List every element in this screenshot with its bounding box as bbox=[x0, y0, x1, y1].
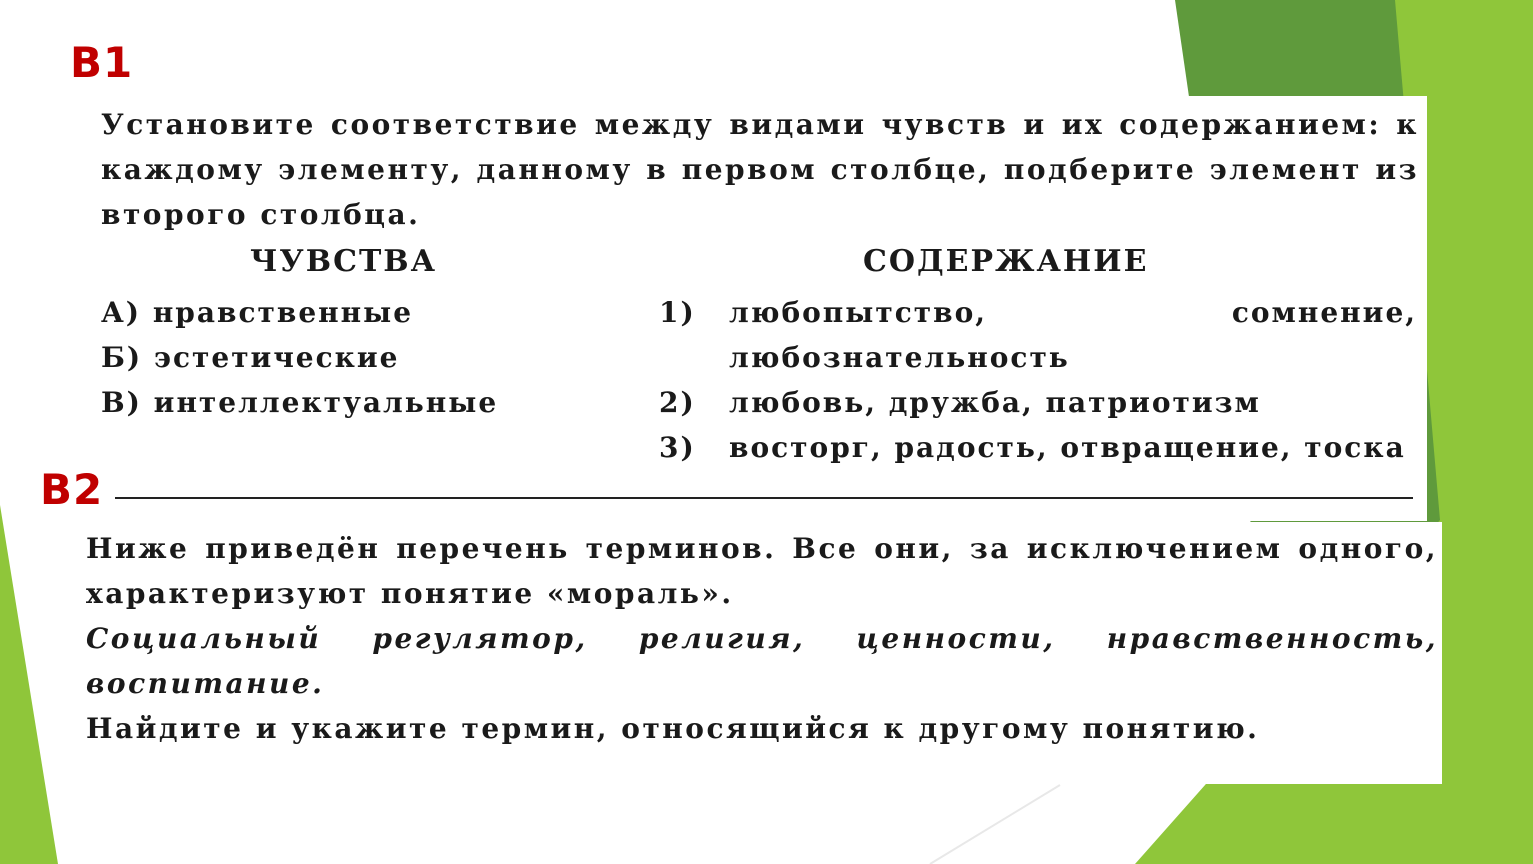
task-b2-panel bbox=[78, 522, 1442, 784]
left-item bbox=[101, 380, 498, 425]
right-item bbox=[659, 425, 1417, 470]
left-column-header: ЧУВСТВА bbox=[250, 244, 438, 279]
item-mark: 3) bbox=[659, 431, 696, 464]
item-mark: Б) bbox=[101, 341, 143, 374]
item-text: восторг, радость, отвращение, тоска bbox=[729, 431, 1406, 464]
task-b1-panel bbox=[95, 96, 1427, 521]
item-text: нравственные bbox=[152, 296, 414, 329]
task-b2-terms: Социальный регулятор, религия, ценности, нравственность, воспитание. bbox=[86, 622, 1438, 700]
item-text: эстетические bbox=[153, 341, 400, 374]
item-mark: 2) bbox=[659, 386, 696, 419]
task-b2-body bbox=[86, 526, 1438, 751]
task-label-b2: B2 bbox=[40, 465, 104, 514]
right-column-header: СОДЕРЖАНИЕ bbox=[863, 244, 1149, 279]
item-mark: 1) bbox=[659, 296, 696, 329]
item-text: интеллектуальные bbox=[153, 386, 499, 419]
left-item bbox=[101, 290, 413, 335]
left-green-triangle bbox=[0, 505, 58, 864]
task-label-b1: B1 bbox=[70, 38, 134, 87]
task-b1-text: Установите соответствие между видами чувств и их содержанием: к каждому элементу, данному в первом столбце, подберите элемент из второго столбца. bbox=[101, 108, 1419, 231]
item-mark: А) bbox=[101, 296, 142, 329]
right-item bbox=[659, 380, 1417, 425]
task-b2-question: Найдите и укажите термин, относящийся к другому понятию. bbox=[86, 712, 1260, 745]
task-b2-intro: Ниже приведён перечень терминов. Все они, за исключением одного, характеризуют понятие «мораль». bbox=[86, 532, 1438, 610]
item-mark: В) bbox=[101, 386, 142, 419]
item-text: любопытство, сомнение, любознательность bbox=[729, 296, 1417, 374]
thin-diagonal-line bbox=[930, 785, 1060, 864]
separator-line bbox=[115, 497, 1413, 499]
left-item bbox=[101, 335, 399, 380]
item-text: любовь, дружба, патриотизм bbox=[729, 386, 1261, 419]
right-item bbox=[659, 290, 1417, 374]
